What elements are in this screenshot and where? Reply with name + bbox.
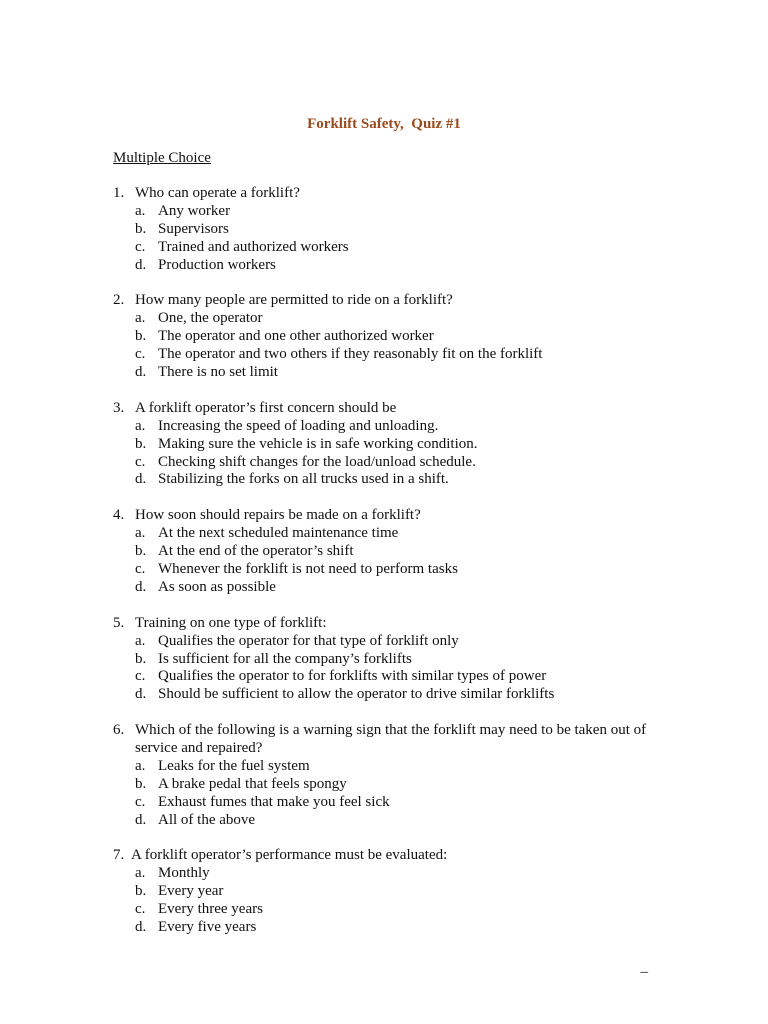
option-text: Production workers bbox=[158, 256, 276, 273]
option-letter: d. bbox=[135, 256, 147, 273]
option-text: Increasing the speed of loading and unloading. bbox=[158, 417, 439, 434]
option-text: All of the above bbox=[158, 811, 256, 828]
answer-option bbox=[135, 668, 673, 686]
answer-option bbox=[135, 919, 673, 937]
question-6 bbox=[113, 722, 673, 829]
option-text: Every three years bbox=[158, 901, 263, 918]
answer-options bbox=[113, 418, 673, 490]
option-letter: c. bbox=[135, 901, 146, 918]
option-letter: c. bbox=[135, 346, 146, 363]
answer-option bbox=[135, 454, 673, 472]
option-text: Should be sufficient to allow the operator to drive similar forklifts bbox=[158, 686, 555, 703]
answer-option bbox=[135, 651, 673, 669]
answer-option bbox=[135, 418, 673, 436]
option-text: The operator and one other authorized worker bbox=[158, 328, 434, 345]
option-text: Qualifies the operator for that type of forklift only bbox=[158, 632, 459, 649]
option-letter: b. bbox=[135, 543, 147, 560]
option-letter: d. bbox=[135, 686, 147, 703]
option-text: There is no set limit bbox=[158, 364, 278, 381]
answer-option bbox=[135, 328, 673, 346]
option-text: Stabilizing the forks on all trucks used in a shift. bbox=[158, 471, 449, 488]
option-text: Trained and authorized workers bbox=[158, 238, 349, 255]
question-text: A forklift operator’s first concern should be bbox=[135, 399, 397, 416]
option-letter: c. bbox=[135, 793, 146, 810]
option-letter: b. bbox=[135, 775, 147, 792]
option-text: Whenever the forklift is not need to perform tasks bbox=[158, 560, 458, 577]
question-4 bbox=[113, 507, 673, 597]
option-letter: d. bbox=[135, 578, 147, 595]
answer-option bbox=[135, 865, 673, 883]
question-3 bbox=[113, 400, 673, 490]
question-1 bbox=[113, 185, 673, 275]
question-number: 7. bbox=[113, 847, 125, 864]
option-text: Supervisors bbox=[158, 220, 229, 237]
option-text: Any worker bbox=[158, 202, 231, 219]
option-text: Every year bbox=[158, 883, 224, 900]
question-number: 1. bbox=[113, 185, 125, 201]
question-text: Training on one type of forklift: bbox=[135, 614, 327, 631]
option-letter: a. bbox=[135, 632, 146, 649]
option-letter: b. bbox=[135, 650, 147, 667]
question-number: 6. bbox=[113, 722, 125, 739]
option-letter: c. bbox=[135, 238, 146, 255]
page-footer-mark: – bbox=[640, 964, 648, 980]
question-text: A forklift operator’s performance must be evaluated: bbox=[131, 847, 448, 864]
option-text: Exhaust fumes that make you feel sick bbox=[158, 793, 390, 810]
question-number: 2. bbox=[113, 292, 125, 309]
option-letter: a. bbox=[135, 310, 146, 327]
answer-option bbox=[135, 310, 673, 328]
answer-option bbox=[135, 364, 673, 382]
option-text: Checking shift changes for the load/unload schedule. bbox=[158, 453, 476, 470]
option-letter: c. bbox=[135, 668, 146, 685]
question-text: Who can operate a forklift? bbox=[135, 185, 300, 201]
option-letter: d. bbox=[135, 471, 147, 488]
option-letter: b. bbox=[135, 220, 147, 237]
answer-option bbox=[135, 543, 673, 561]
answer-options bbox=[113, 525, 673, 597]
option-letter: b. bbox=[135, 328, 147, 345]
option-letter: c. bbox=[135, 453, 146, 470]
answer-option bbox=[135, 561, 673, 579]
answer-options bbox=[113, 203, 673, 275]
answer-options bbox=[113, 758, 673, 830]
question-2 bbox=[113, 292, 673, 382]
answer-options bbox=[113, 633, 673, 705]
option-text: A brake pedal that feels spongy bbox=[158, 775, 347, 792]
answer-options bbox=[113, 865, 673, 937]
quiz-title: Forklift Safety, Quiz #1 bbox=[307, 116, 461, 132]
option-text: Is sufficient for all the company’s forklifts bbox=[158, 650, 412, 667]
option-letter: c. bbox=[135, 560, 146, 577]
question-7 bbox=[113, 847, 673, 937]
option-letter: d. bbox=[135, 919, 147, 936]
option-text: At the next scheduled maintenance time bbox=[158, 525, 399, 542]
option-text: Every five years bbox=[158, 919, 257, 936]
option-letter: d. bbox=[135, 811, 147, 828]
answer-option bbox=[135, 794, 673, 812]
question-number: 3. bbox=[113, 399, 125, 416]
question-text: How many people are permitted to ride on a forklift? bbox=[135, 292, 453, 309]
answer-option bbox=[135, 203, 673, 221]
answer-option bbox=[135, 633, 673, 651]
option-letter: a. bbox=[135, 417, 146, 434]
answer-option bbox=[135, 579, 673, 597]
option-letter: b. bbox=[135, 435, 147, 452]
option-text: As soon as possible bbox=[158, 578, 276, 595]
answer-options bbox=[113, 310, 673, 382]
answer-option bbox=[135, 239, 673, 257]
option-text: Qualifies the operator to for forklifts with similar types of power bbox=[158, 668, 547, 685]
option-letter: a. bbox=[135, 757, 146, 774]
answer-option bbox=[135, 758, 673, 776]
answer-option bbox=[135, 525, 673, 543]
option-letter: b. bbox=[135, 883, 147, 900]
question-text: Which of the following is a warning sign that the forklift may need to be taken out of service and repaired? bbox=[135, 722, 647, 757]
option-letter: a. bbox=[135, 202, 146, 219]
question-5 bbox=[113, 615, 673, 705]
answer-option bbox=[135, 471, 673, 489]
option-text: At the end of the operator’s shift bbox=[158, 543, 354, 560]
question-text: How soon should repairs be made on a forklift? bbox=[135, 507, 421, 524]
section-heading: Multiple Choice bbox=[113, 150, 211, 166]
option-letter: a. bbox=[135, 525, 146, 542]
answer-option bbox=[135, 221, 673, 239]
answer-option bbox=[135, 812, 673, 830]
answer-option bbox=[135, 883, 673, 901]
answer-option bbox=[135, 901, 673, 919]
question-number: 5. bbox=[113, 614, 125, 631]
question-number: 4. bbox=[113, 507, 125, 524]
option-text: Leaks for the fuel system bbox=[158, 757, 310, 774]
option-text: The operator and two others if they reasonably fit on the forklift bbox=[158, 346, 543, 363]
option-text: Making sure the vehicle is in safe working condition. bbox=[158, 435, 478, 452]
option-text: One, the operator bbox=[158, 310, 263, 327]
option-letter: a. bbox=[135, 865, 146, 882]
answer-option bbox=[135, 776, 673, 794]
answer-option bbox=[135, 436, 673, 454]
answer-option bbox=[135, 686, 673, 704]
question-list bbox=[113, 185, 673, 955]
answer-option bbox=[135, 257, 673, 275]
option-letter: d. bbox=[135, 364, 147, 381]
option-text: Monthly bbox=[158, 865, 210, 882]
answer-option bbox=[135, 346, 673, 364]
